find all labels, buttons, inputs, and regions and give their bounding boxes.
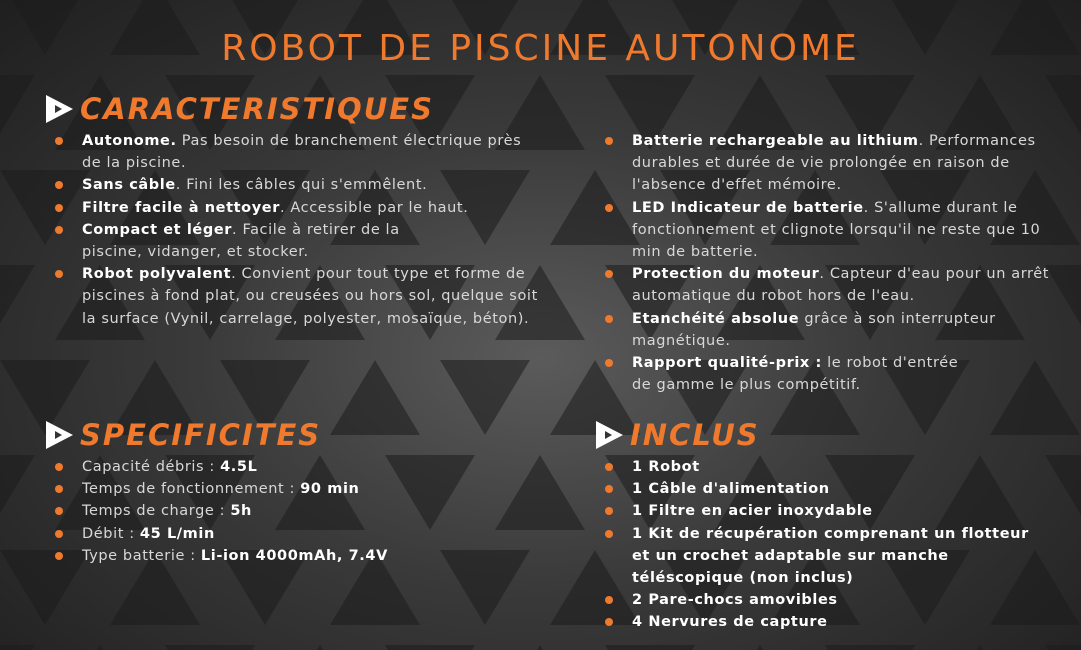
list-item: Autonome. Pas besoin de branchement électrique près de la piscine. xyxy=(50,130,540,174)
caracteristiques-left-list xyxy=(50,130,540,330)
list-item: Sans câble. Fini les câbles qui s'emmêlent. xyxy=(50,174,540,196)
bullet-icon xyxy=(605,204,613,212)
page-title: ROBOT DE PISCINE AUTONOME xyxy=(221,28,860,69)
list-item: 1 Robot xyxy=(600,456,1040,478)
bullet-icon xyxy=(55,204,63,212)
bullet-icon xyxy=(55,463,63,471)
section-caracteristiques-header xyxy=(44,92,434,126)
section-specificites-header xyxy=(44,418,321,452)
list-item: Robot polyvalent. Convient pour tout type et forme de piscines à fond plat, ou creusées ou hors sol, quelque soit la surface (Vynil, carrelage, polyester, mosaïque, béton). xyxy=(50,263,540,330)
list-item: 1 Câble d'alimentation xyxy=(600,478,1040,500)
list-item: Rapport qualité-prix : le robot d'entrée de gamme le plus compétitif. xyxy=(600,352,1062,396)
list-item: Filtre facile à nettoyer. Accessible par le haut. xyxy=(50,197,540,219)
bullet-icon xyxy=(55,530,63,538)
bullet-icon xyxy=(55,552,63,560)
list-item: Type batterie : Li-ion 4000mAh, 7.4V xyxy=(50,545,540,567)
bullet-icon xyxy=(605,507,613,515)
specificites-list xyxy=(50,456,540,567)
bullet-icon xyxy=(55,181,63,189)
list-item: LED Indicateur de batterie. S'allume durant le fonctionnement et clignote lorsqu'il ne reste que 10 min de batterie. xyxy=(600,197,1062,264)
bullet-icon xyxy=(605,270,613,278)
bullet-icon xyxy=(605,485,613,493)
list-item: Capacité débris : 4.5L xyxy=(50,456,540,478)
list-item: 2 Pare-chocs amovibles xyxy=(600,589,1040,611)
caracteristiques-right-list xyxy=(600,130,1062,396)
bullet-icon xyxy=(605,315,613,323)
inclus-list xyxy=(600,456,1040,634)
section-inclus-title: INCLUS xyxy=(630,418,760,452)
list-item: Temps de charge : 5h xyxy=(50,500,540,522)
play-arrow-icon xyxy=(594,420,624,450)
list-item: Temps de fonctionnement : 90 min xyxy=(50,478,540,500)
bullet-icon xyxy=(605,618,613,626)
bullet-icon xyxy=(55,137,63,145)
list-item: Compact et léger. Facile à retirer de la piscine, vidanger, et stocker. xyxy=(50,219,540,263)
bullet-icon xyxy=(605,137,613,145)
section-caracteristiques-title: CARACTERISTIQUES xyxy=(80,92,434,126)
list-item: Batterie rechargeable au lithium. Performances durables et durée de vie prolongée en raison de l'absence d'effet mémoire. xyxy=(600,130,1062,197)
bullet-icon xyxy=(55,226,63,234)
bullet-icon xyxy=(605,596,613,604)
bullet-icon xyxy=(55,485,63,493)
list-item: 4 Nervures de capture xyxy=(600,611,1040,633)
list-item: Protection du moteur. Capteur d'eau pour un arrêt automatique du robot hors de l'eau. xyxy=(600,263,1062,307)
list-item: Débit : 45 L/min xyxy=(50,523,540,545)
play-arrow-icon xyxy=(44,420,74,450)
play-arrow-icon xyxy=(44,94,74,124)
bullet-icon xyxy=(605,530,613,538)
bullet-icon xyxy=(605,359,613,367)
list-item: 1 Kit de récupération comprenant un flotteur et un crochet adaptable sur manche téléscopique (non inclus) xyxy=(600,523,1040,590)
section-specificites-title: SPECIFICITES xyxy=(80,418,322,452)
bullet-icon xyxy=(55,270,63,278)
list-item: Etanchéité absolue grâce à son interrupteur magnétique. xyxy=(600,308,1062,352)
bullet-icon xyxy=(55,507,63,515)
list-item: 1 Filtre en acier inoxydable xyxy=(600,500,1040,522)
bullet-icon xyxy=(605,463,613,471)
section-inclus-header xyxy=(594,418,760,452)
